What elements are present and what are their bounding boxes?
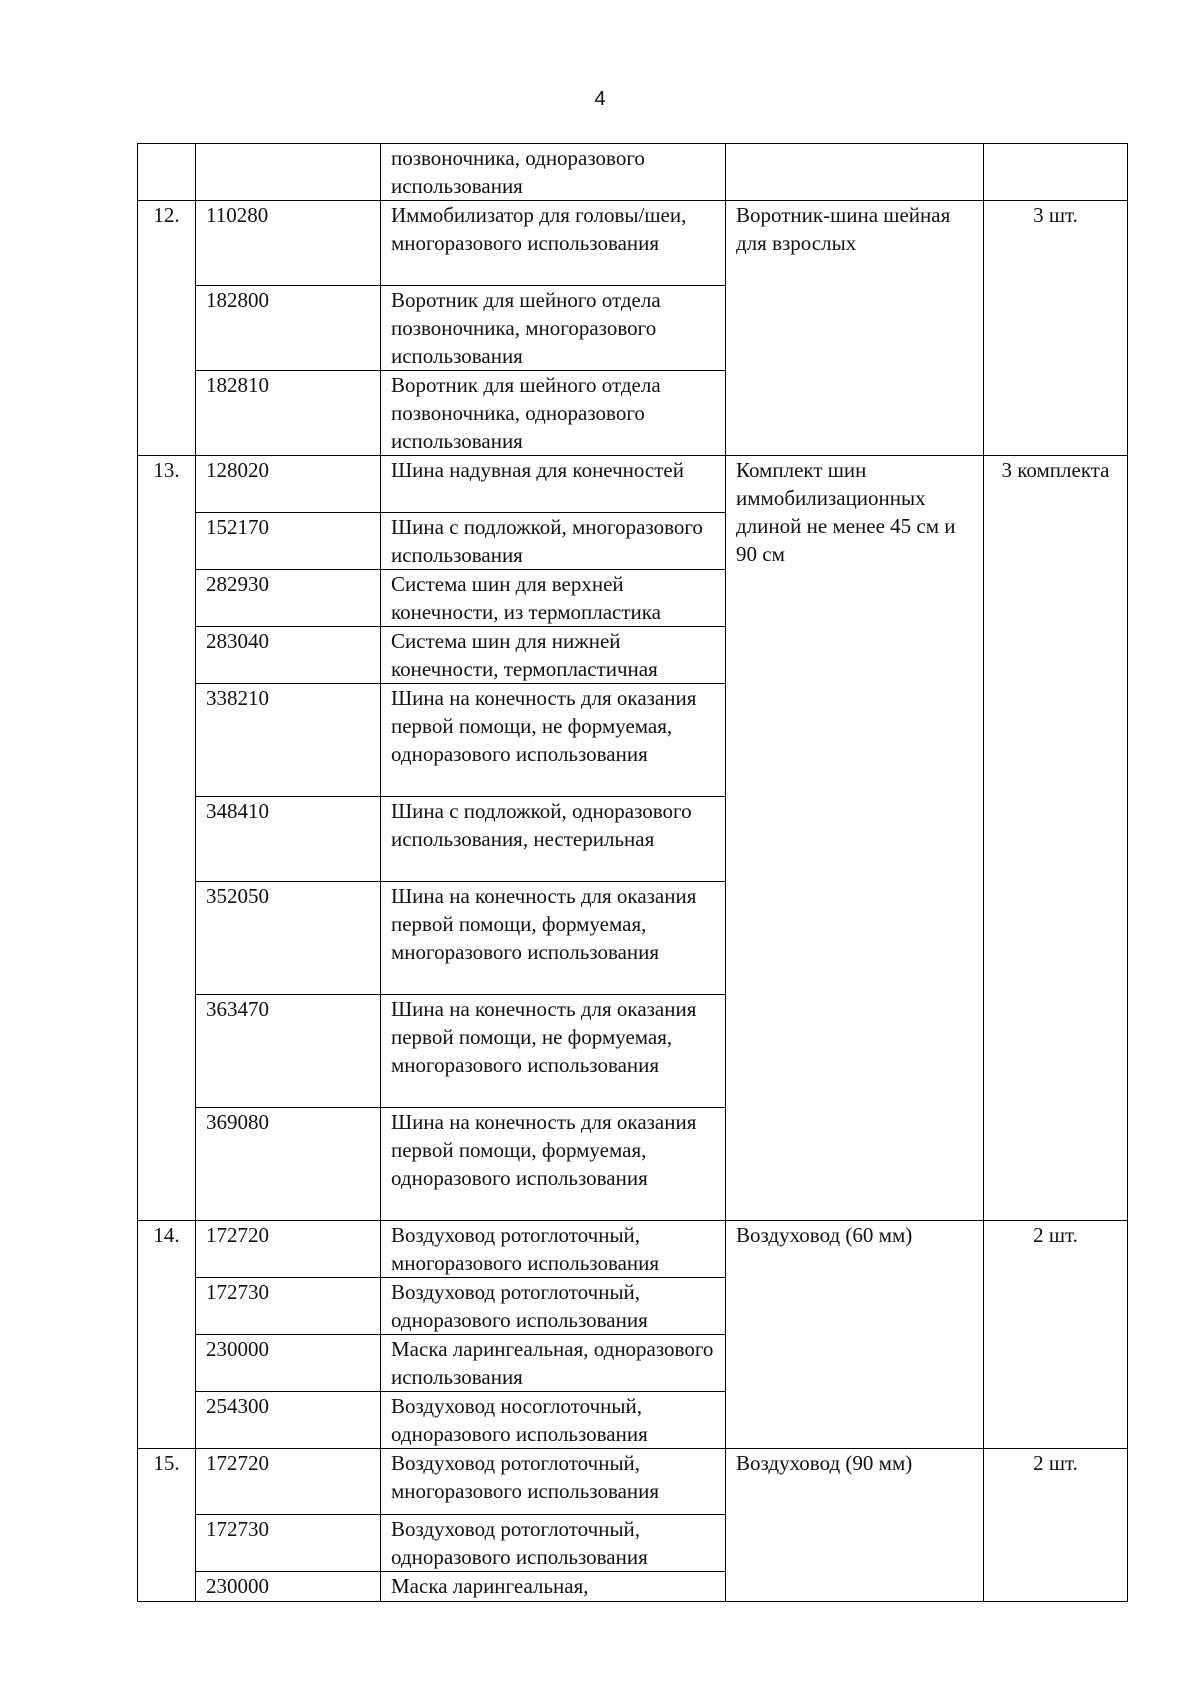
- table-row: [138, 1449, 1128, 1515]
- quantity: 2 шт.: [984, 1221, 1128, 1449]
- item-code: 182800: [196, 286, 381, 371]
- item-code: 182810: [196, 371, 381, 456]
- item-code: 254300: [196, 1392, 381, 1449]
- item-name: Иммобилизатор для головы/шеи, многоразового использования: [381, 201, 726, 286]
- item-code: 282930: [196, 570, 381, 627]
- equipment-name: Комплект шин иммобилизационных длиной не менее 45 см и 90 см: [726, 456, 984, 1221]
- item-name: Воротник для шейного отдела позвоночника, многоразового использования: [381, 286, 726, 371]
- item-name: Маска ларингеальная,: [381, 1572, 726, 1602]
- row-number: 15.: [138, 1449, 196, 1602]
- equipment-table: [137, 143, 1128, 1602]
- item-name: Система шин для нижней конечности, термопластичная: [381, 627, 726, 684]
- table-row: [138, 1221, 1128, 1278]
- page-number: 4: [594, 88, 606, 110]
- table-row: [138, 201, 1128, 286]
- item-name: Шина с подложкой, одноразового использования, нестерильная: [381, 797, 726, 882]
- item-code: 152170: [196, 513, 381, 570]
- item-name: Воздуховод ротоглоточный, многоразового использования: [381, 1449, 726, 1515]
- quantity: 3 шт.: [984, 201, 1128, 456]
- item-name: Воздуховод ротоглоточный, одноразового использования: [381, 1278, 726, 1335]
- equipment-name: Воротник-шина шейная для взрослых: [726, 201, 984, 456]
- table-row: [138, 144, 1128, 201]
- item-code: 172730: [196, 1515, 381, 1572]
- item-code: 363470: [196, 995, 381, 1108]
- item-code: 172730: [196, 1278, 381, 1335]
- item-name: Шина на конечность для оказания первой помощи, не формуемая, одноразового использования: [381, 684, 726, 797]
- item-code: 338210: [196, 684, 381, 797]
- row-number: 13.: [138, 456, 196, 1221]
- equipment-name: [726, 144, 984, 201]
- item-name: Система шин для верхней конечности, из термопластика: [381, 570, 726, 627]
- row-number: 14.: [138, 1221, 196, 1449]
- item-code: 128020: [196, 456, 381, 513]
- quantity: [984, 144, 1128, 201]
- item-name: позвоночника, одноразового использования: [381, 144, 726, 201]
- item-name: Воздуховод носоглоточный, одноразового использования: [381, 1392, 726, 1449]
- equipment-name: Воздуховод (90 мм): [726, 1449, 984, 1602]
- item-code: 348410: [196, 797, 381, 882]
- item-name: Шина на конечность для оказания первой помощи, формуемая, одноразового использования: [381, 1108, 726, 1221]
- item-code: 230000: [196, 1572, 381, 1602]
- equipment-name: Воздуховод (60 мм): [726, 1221, 984, 1449]
- item-name: Шина на конечность для оказания первой помощи, формуемая, многоразового использования: [381, 882, 726, 995]
- row-number: 12.: [138, 201, 196, 456]
- quantity: 2 шт.: [984, 1449, 1128, 1602]
- row-number: [138, 144, 196, 201]
- item-code: 230000: [196, 1335, 381, 1392]
- item-code: 110280: [196, 201, 381, 286]
- item-code: 369080: [196, 1108, 381, 1221]
- item-code: 172720: [196, 1449, 381, 1515]
- table-row: [138, 456, 1128, 513]
- item-name: Воздуховод ротоглоточный, одноразового использования: [381, 1515, 726, 1572]
- item-name: Воротник для шейного отдела позвоночника, одноразового использования: [381, 371, 726, 456]
- item-code: 283040: [196, 627, 381, 684]
- item-code: [196, 144, 381, 201]
- item-code: 352050: [196, 882, 381, 995]
- quantity: 3 комплекта: [984, 456, 1128, 1221]
- item-name: Шина с подложкой, многоразового использования: [381, 513, 726, 570]
- item-name: Шина на конечность для оказания первой помощи, не формуемая, многоразового использования: [381, 995, 726, 1108]
- item-name: Маска ларингеальная, одноразового использования: [381, 1335, 726, 1392]
- item-name: Шина надувная для конечностей: [381, 456, 726, 513]
- item-name: Воздуховод ротоглоточный, многоразового использования: [381, 1221, 726, 1278]
- item-code: 172720: [196, 1221, 381, 1278]
- table-body: [138, 144, 1128, 1602]
